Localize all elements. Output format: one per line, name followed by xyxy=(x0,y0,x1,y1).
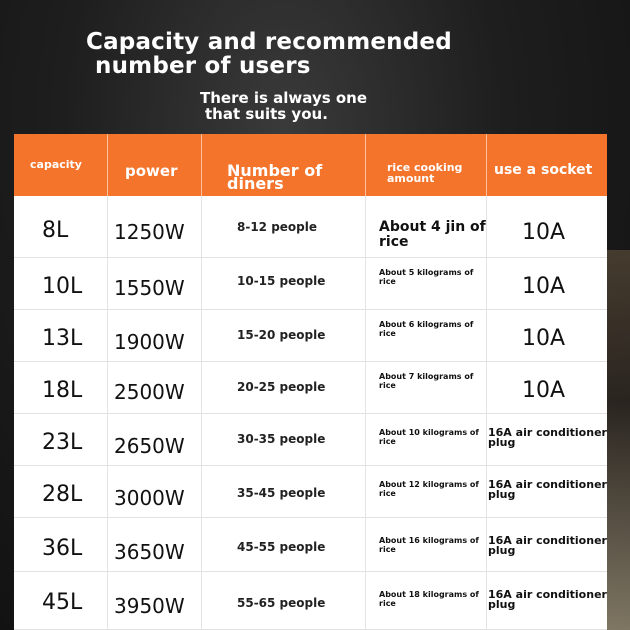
header-capacity: capacity xyxy=(30,158,82,171)
socket-cell: 10A xyxy=(522,326,566,351)
header-divider xyxy=(486,134,487,196)
title-line-1: Capacity and recommended xyxy=(86,29,452,55)
diners-cell: 15-20 people xyxy=(237,328,326,342)
table-row xyxy=(14,572,607,630)
table-row xyxy=(14,196,607,258)
power-cell: 3950W xyxy=(114,594,185,618)
table-header xyxy=(14,134,607,196)
table-row xyxy=(14,362,607,414)
capacity-cell: 18L xyxy=(42,378,83,403)
capacity-cell: 23L xyxy=(42,430,83,455)
capacity-cell: 10L xyxy=(42,274,83,299)
diners-cell: 55-65 people xyxy=(237,596,326,610)
power-cell: 1900W xyxy=(114,330,185,354)
power-cell: 2650W xyxy=(114,434,185,458)
rice-amount-cell: About 16 kilograms of rice xyxy=(379,536,479,554)
header-divider xyxy=(365,134,366,196)
diners-cell: 30-35 people xyxy=(237,432,326,446)
page-subtitle xyxy=(200,90,367,122)
capacity-cell: 45L xyxy=(42,590,83,615)
rice-amount-cell: About 6 kilograms of rice xyxy=(379,320,474,338)
header-divider xyxy=(107,134,108,196)
table-row xyxy=(14,414,607,466)
header-power: power xyxy=(125,162,178,180)
capacity-cell: 28L xyxy=(42,482,83,507)
rice-amount-cell: About 4 jin of rice xyxy=(379,219,486,250)
capacity-table xyxy=(14,134,607,630)
power-cell: 3650W xyxy=(114,540,185,564)
capacity-cell: 8L xyxy=(42,218,69,243)
subtitle-line-2: that suits you. xyxy=(205,105,328,123)
header-rice: rice cooking amount xyxy=(387,161,463,185)
socket-cell: 16A air conditioner plug xyxy=(488,588,607,611)
rice-amount-cell: About 18 kilograms of rice xyxy=(379,590,479,608)
table-row xyxy=(14,518,607,572)
socket-cell: 16A air conditioner plug xyxy=(488,478,607,501)
diners-cell: 8-12 people xyxy=(237,220,318,234)
rice-amount-cell: About 5 kilograms of rice xyxy=(379,268,474,286)
diners-cell: 10-15 people xyxy=(237,274,326,288)
capacity-cell: 36L xyxy=(42,536,83,561)
title-line-2: number of users xyxy=(95,53,311,79)
power-cell: 1250W xyxy=(114,220,185,244)
socket-cell: 16A air conditioner plug xyxy=(488,426,607,449)
header-diners: Number of diners xyxy=(227,161,323,193)
socket-cell: 10A xyxy=(522,274,566,299)
rice-amount-cell: About 10 kilograms of rice xyxy=(379,428,479,446)
diners-cell: 45-55 people xyxy=(237,540,326,554)
diners-cell: 20-25 people xyxy=(237,380,326,394)
header-divider xyxy=(201,134,202,196)
power-cell: 1550W xyxy=(114,276,185,300)
table-row xyxy=(14,258,607,310)
table-row xyxy=(14,310,607,362)
power-cell: 3000W xyxy=(114,486,185,510)
socket-cell: 10A xyxy=(522,220,566,245)
power-cell: 2500W xyxy=(114,380,185,404)
socket-cell: 10A xyxy=(522,378,566,403)
diners-cell: 35-45 people xyxy=(237,486,326,500)
rice-amount-cell: About 7 kilograms of rice xyxy=(379,372,474,390)
page-title xyxy=(86,30,452,78)
header-socket: use a socket xyxy=(494,162,593,178)
rice-amount-cell: About 12 kilograms of rice xyxy=(379,480,479,498)
table-row xyxy=(14,466,607,518)
socket-cell: 16A air conditioner plug xyxy=(488,534,607,557)
capacity-cell: 13L xyxy=(42,326,83,351)
subtitle-line-1: There is always one xyxy=(200,89,368,107)
